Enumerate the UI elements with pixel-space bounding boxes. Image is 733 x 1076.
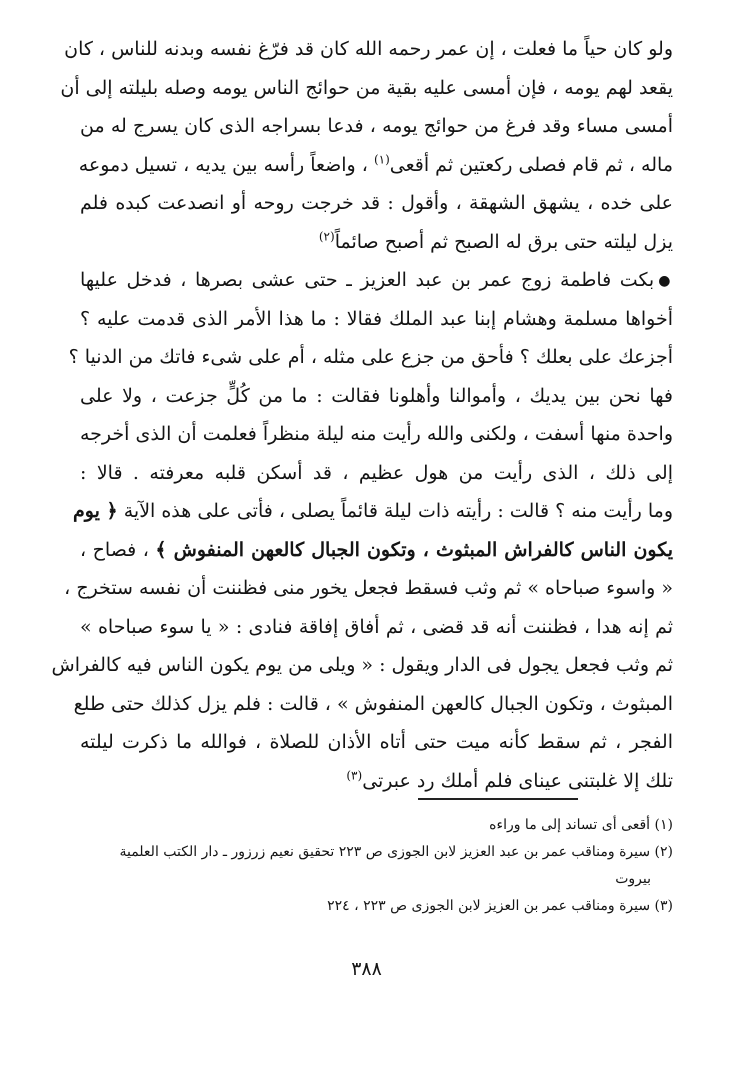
- quran-verse: يكون الناس كالفراش المبثوث ، وتكون الجبال كالعهن المنفوش ﴾: [155, 538, 674, 561]
- text-segment: تلك إلا غلبتنى عيناى فلم أملك رد عبرتى: [362, 769, 673, 792]
- text-line-1: ولو كان حياً ما فعلت ، إن عمر رحمه الله كان قد فرّغ نفسه وبدنه للناس ، كان: [64, 38, 673, 60]
- text-line-6: [80, 223, 673, 262]
- text-segment: يزل ليلته حتى برق له الصبح ثم أصبح صائماً: [334, 230, 673, 253]
- footnote-ref-2: (٢): [318, 229, 335, 244]
- text-line-19: الفجر ، ثم سقط كأنه ميت حتى أتاه الأذان للصلاة ، فوالله ما ذكرت ليلته: [80, 731, 673, 753]
- text-line-9: أجزعك على بعلك ؟ فأحق من جزع على مثله ، أم على شىء فاتك من الدنيا ؟: [68, 346, 673, 368]
- text-line-5: على خده ، يشهق الشهقة ، وأقول : قد خرجت روحه أو انصدعت كبده فلم: [80, 192, 673, 214]
- footnote-3: (٣) سيرة ومناقب عمر بن العزيز لابن الجوزى ص ٢٢٣ ، ٢٢٤: [327, 898, 673, 914]
- footnote-ref-1: (١): [373, 152, 390, 167]
- text-segment: بكت فاطمة زوج عمر بن عبد العزيز ـ حتى عشى بصرها ، فدخل عليها: [80, 269, 655, 291]
- bullet-icon: ●: [658, 272, 673, 289]
- footnote-1: (١) أقعى أى تساند إلى ما وراءه: [489, 817, 673, 833]
- text-line-10: فها نحن بين يديك ، وأموالنا وأهلونا فقالت : ما من كُلٍّ جزعت ، ولا على: [80, 384, 673, 407]
- footnote-2: (٢) سيرة ومناقب عمر بن عبد العزيز لابن الجوزى ص ٢٢٣ تحقيق نعيم زرزور ـ دار الكتب العلمية: [119, 844, 673, 860]
- quran-verse-start: ﴿ يوم: [73, 500, 118, 522]
- text-line-8: أخواها مسلمة وهشام إبنا عبد الملك فقالا : ما هذا الأمر الذى قدمت عليه ؟: [80, 307, 673, 330]
- text-line-16: ثم إنه هدا ، فظننت أنه قد قضى ، ثم أفاق إفاقة فنادى : « يا سوء صباحاه »: [80, 615, 673, 638]
- text-line-14: [80, 531, 673, 570]
- page-number: ٣٨٨: [351, 958, 382, 980]
- text-segment: وما رأيت منه ؟ قالت : رأيته ذات ليلة قائماً يصلى ، فأتى على هذه الآية: [123, 500, 673, 522]
- text-line-15: « واسوء صباحاه » ثم وثب فسقط فجعل يخور منى فظننت أن نفسه ستخرج ،: [64, 577, 673, 599]
- text-line-2: يقعد لهم يومه ، فإن أمسى عليه بقية من حوائج الناس يومه وصله بليلته إلى أن: [60, 76, 673, 99]
- text-line-4: [80, 146, 673, 185]
- text-line-20: [80, 762, 673, 801]
- text-segment: ، فصاح ،: [80, 538, 156, 561]
- footnote-2-continued: بيروت: [615, 871, 651, 887]
- text-segment: ، واضعاً رأسه بين يديه ، تسيل دموعه: [78, 153, 374, 176]
- main-text: [51, 30, 674, 800]
- text-line-7: [80, 261, 673, 300]
- text-line-17: ثم وثب فجعل يجول فى الدار ويقول : « ويلى من يوم يكون الناس فيه كالفراش: [51, 654, 673, 676]
- footnote-divider: [418, 798, 578, 800]
- footnotes: [80, 812, 673, 920]
- text-line-11: واحدة منها أسفت ، ولكنى والله رأيت منه ليلة منظراً فعلمت أن الذى أخرجه: [80, 423, 673, 445]
- text-line-12: إلى ذلك ، الذى رأيت من هول عظيم ، قد أسكن قلبه معرفته . قالا :: [80, 461, 673, 484]
- text-line-13: [73, 492, 673, 531]
- footnote-ref-3: (٣): [346, 768, 363, 783]
- text-line-3: أمسى مساء وقد فرغ من حوائج يومه ، فدعا بسراجه الذى كان يسرج له من: [80, 115, 673, 137]
- text-line-18: المبثوث ، وتكون الجبال كالعهن المنفوش » ، قالت : فلم يزل كذلك حتى طلع: [73, 692, 673, 715]
- text-segment: ماله ، ثم قام فصلى ركعتين ثم أقعى: [389, 153, 673, 176]
